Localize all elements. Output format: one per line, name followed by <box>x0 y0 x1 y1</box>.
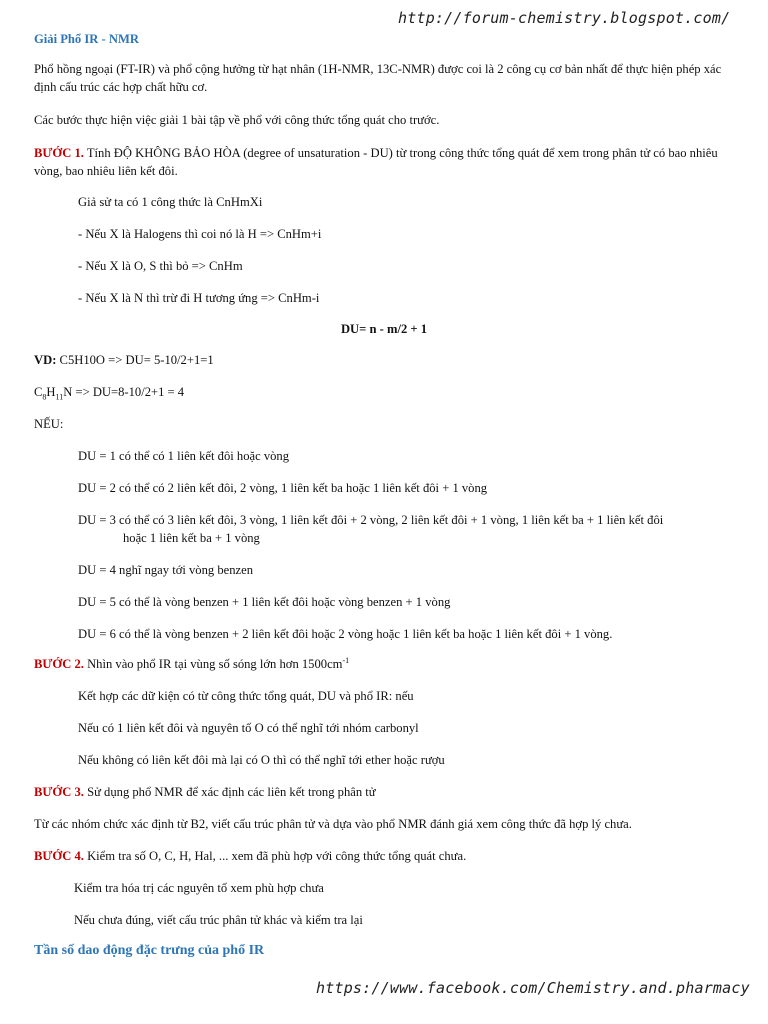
formula-c: C <box>34 385 43 399</box>
du-case: DU = 5 có thể là vòng benzen + 1 liên kết đôi hoặc vòng benzen + 1 vòng <box>78 595 451 609</box>
du-case: DU = 1 có thể có 1 liên kết đôi hoặc vòng <box>78 449 290 463</box>
step2-label: BƯỚC 2. <box>34 657 84 671</box>
formula-h-sub: 11 <box>55 392 64 402</box>
example-text: C5H10O => DU= 5-10/2+1=1 <box>56 353 214 367</box>
step3-paragraph <box>34 783 376 801</box>
example-line-2 <box>34 383 184 401</box>
step2-paragraph <box>34 655 349 673</box>
step3-label: BƯỚC 3. <box>34 785 84 799</box>
du-case: DU = 4 nghĩ ngay tới vòng benzen <box>78 563 254 577</box>
page-title: Giải Phổ IR - NMR <box>34 32 139 46</box>
formula-rest: N => DU=8-10/2+1 = 4 <box>63 385 185 399</box>
du-formula: DU= n - m/2 + 1 <box>340 322 428 336</box>
example-label: VD: <box>34 353 57 367</box>
du-case-continued: hoặc 1 liên kết ba + 1 vòng <box>123 531 260 545</box>
step1-line: - Nếu X là N thì trừ đi H tương ứng => CnHm-i <box>78 291 320 305</box>
header-url[interactable]: http://forum-chemistry.blogspot.com/ <box>398 9 731 27</box>
section-heading: Tần số dao động đặc trưng của phổ IR <box>34 943 265 958</box>
steps-intro: Các bước thực hiện việc giải 1 bài tập về phổ với công thức tổng quát cho trước. <box>34 113 440 127</box>
step1-text: Tính ĐỘ KHÔNG BẢO HÒA (degree of unsaturation - DU) từ trong công thức tổng quát để xem trong phân tử có bao nhiêu vòng, bao nhiêu liên kết đôi. <box>34 146 718 178</box>
formula-c-sub: 8 <box>42 392 47 402</box>
step2-text: Nhìn vào phổ IR tại vùng số sóng lớn hơn 1500cm <box>83 657 343 671</box>
step4-label: BƯỚC 4. <box>34 849 84 863</box>
example-line-1 <box>34 351 214 369</box>
step4-paragraph <box>34 847 466 865</box>
step2-line: Kết hợp các dữ kiện có từ công thức tổng quát, DU và phổ IR: nếu <box>78 689 414 703</box>
footer-url[interactable]: https://www.facebook.com/Chemistry.and.pharmacy <box>316 979 750 997</box>
step1-label: BƯỚC 1. <box>34 146 84 160</box>
step2-line: Nếu không có liên kết đôi mà lại có O thì có thể nghĩ tới ether hoặc rượu <box>78 753 445 767</box>
intro-paragraph: Phổ hồng ngoại (FT-IR) và phổ cộng hưởng từ hạt nhân (1H-NMR, 13C-NMR) được coi là 2 công cụ cơ bản nhất để thực hiện phép xác định cấu trúc các hợp chất hữu cơ. <box>34 62 722 94</box>
step1-line: - Nếu X là Halogens thì coi nó là H => CnHm+i <box>78 227 322 241</box>
step2-line: Nếu có 1 liên kết đôi và nguyên tố O có thể nghĩ tới nhóm carbonyl <box>78 721 419 735</box>
step2-sup: -1 <box>342 655 350 665</box>
step1-line: Giả sử ta có 1 công thức là CnHmXi <box>78 195 263 209</box>
step4-text: Kiểm tra số O, C, H, Hal, ... xem đã phù hợp với công thức tổng quát chưa. <box>83 849 467 863</box>
step4-line: Kiểm tra hóa trị các nguyên tố xem phù hợp chưa <box>74 881 324 895</box>
if-label: NẾU: <box>34 417 64 431</box>
step3-text: Sử dụng phổ NMR để xác định các liên kết trong phân tử <box>83 785 376 799</box>
du-case: DU = 6 có thể là vòng benzen + 2 liên kết đôi hoặc 2 vòng hoặc 1 liên kết ba hoặc 1 liên kết đôi + 1 vòng. <box>78 627 613 641</box>
step1-paragraph <box>34 144 746 180</box>
du-case: DU = 3 có thể có 3 liên kết đôi, 3 vòng, 1 liên kết đôi + 2 vòng, 2 liên kết đôi + 1 vòng, 1 liên kết ba + 1 liên kết đôi <box>78 513 664 527</box>
step4-line: Nếu chưa đúng, viết cấu trúc phân tử khác và kiểm tra lại <box>74 913 363 927</box>
formula-h: H <box>46 385 56 399</box>
step1-line: - Nếu X là O, S thì bỏ => CnHm <box>78 259 243 273</box>
step3-after: Từ các nhóm chức xác định từ B2, viết cấu trúc phân tử và dựa vào phổ NMR đánh giá xem công thức đã hợp lý chưa. <box>34 817 632 831</box>
du-case: DU = 2 có thể có 2 liên kết đôi, 2 vòng, 1 liên kết ba hoặc 1 liên kết đôi + 1 vòng <box>78 481 488 495</box>
